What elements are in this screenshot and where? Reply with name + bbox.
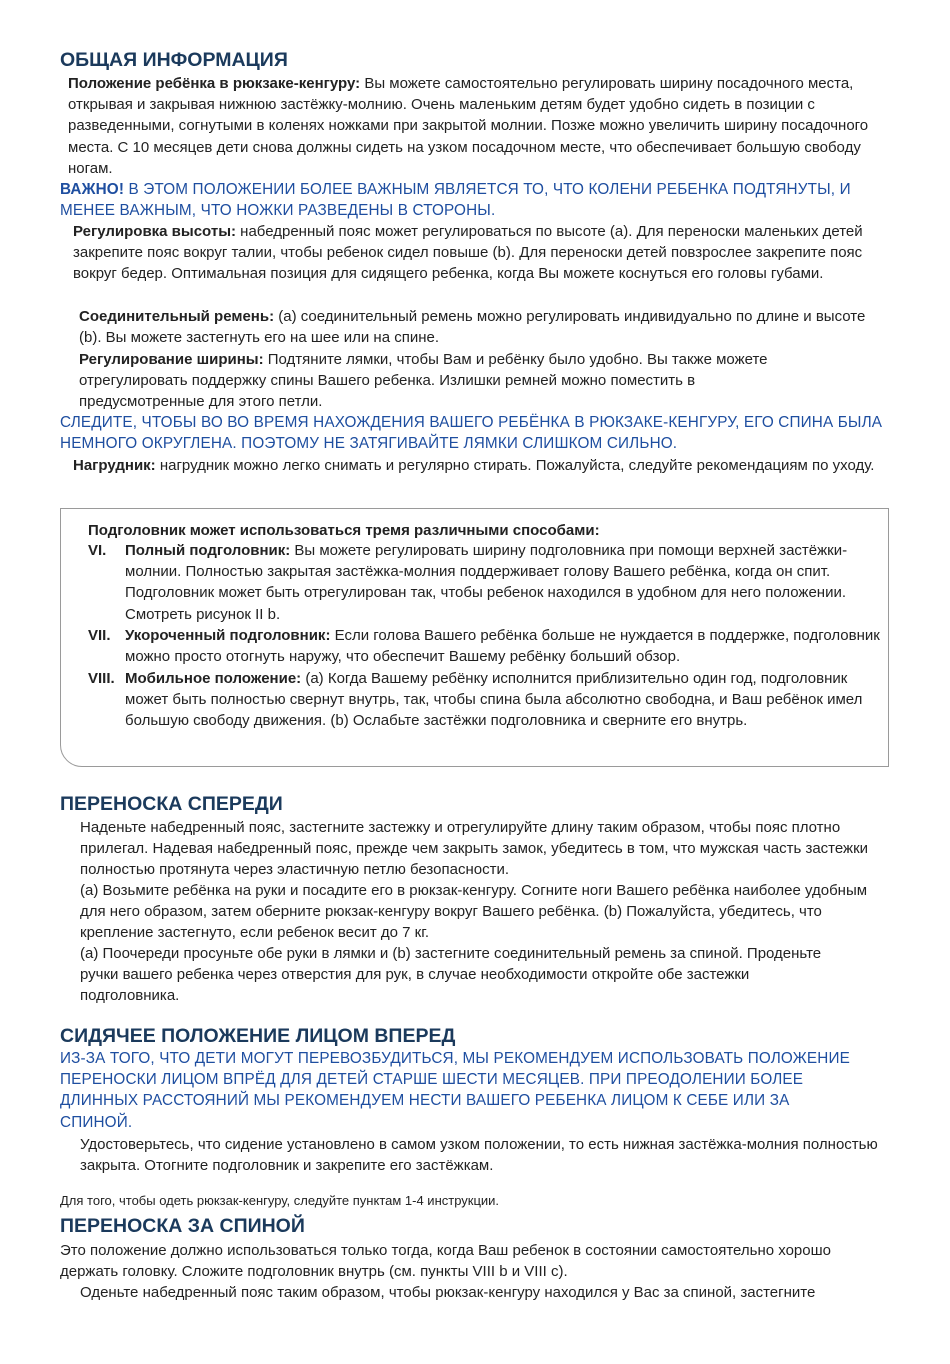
front-paragraph-2: (a) Возьмите ребёнка на руки и посадите его в рюкзак-кенгуру. Согните ноги Вашего ребёнка наиболее удобным для него образом, затем оберните рюкзак-кенгуру вокруг Вашего ребёнка. (b) Пожалуйста, убедитесь, что крепление застегнуто, если ребенок весит до 7 кг.: [80, 882, 868, 942]
important-label: ВАЖНО!: [60, 181, 125, 198]
headrest-item-label: Укороченный подголовник:: [125, 627, 331, 644]
headrest-item-text: Если голова Вашего ребёнка больше не нуждается в поддержке, подголовник можно просто отогнуть наружу, что обеспечит Вашему ребёнку больший обзор.: [125, 627, 880, 666]
bib-text: нагрудник можно легко снимать и регулярно стирать. Пожалуйста, следуйте рекомендациям по уходу.: [155, 457, 875, 474]
headrest-item-label: Мобильное положение:: [125, 670, 302, 687]
height-label: Регулировка высоты:: [73, 223, 236, 240]
watch-warning: СЛЕДИТЕ, ЧТОБЫ ВО ВО ВРЕМЯ НАХОЖДЕНИЯ ВАШЕГО РЕБЁНКА В РЮКЗАКЕ-КЕНГУРУ, ЕГО СПИНА БЫЛА НЕМНОГО ОКРУГЛЕНА. ПОЭТОМУ НЕ ЗАТЯГИВАЙТЕ ЛЯМКИ СЛИШКОМ СИЛЬНО.: [60, 414, 883, 453]
width-text: Подтяните лямки, чтобы Вам и ребёнку было удобно. Вы также можете отрегулировать поддержку спины Вашего ребенка. Излишки ремней можно поместить в предусмотренные для этого петли.: [79, 351, 768, 411]
section-heading-back: ПЕРЕНОСКА ЗА СПИНОЙ: [60, 1215, 305, 1237]
paragraph-position: [68, 73, 883, 179]
headrest-item-short: [125, 625, 885, 667]
section-heading-general: ОБЩАЯ ИНФОРМАЦИЯ: [60, 49, 288, 71]
front-paragraph-3: (a) Поочереди просуньте обе руки в лямки и (b) застегните соединительный ремень за спиной. Проденьте ручки вашего ребенка через отверстия для рук, в случае необходимости откройте обе застежки подголовника.: [80, 945, 822, 1005]
position-text: Вы можете самостоятельно регулировать ширину посадочного места, открывая и закрывая нижнюю застёжку-молнию. Очень маленьким детям будет удобно сидеть в позиции с разведенными, согнутыми в коленях ножками при закрытой молнии. Позже можно увеличить ширину посадочного места. С 10 месяцев дети снова должны сидеть на узком посадочном месте, что обеспечивает большую свободу ногам.: [68, 75, 869, 177]
back-paragraph-2: Оденьте набедренный пояс таким образом, чтобы рюкзак-кенгуру находился у Вас за спиной, застегните: [80, 1284, 816, 1301]
headrest-item-text: Вы можете регулировать ширину подголовника при помощи верхней застёжки-молнии. Полностью закрытая застёжка-молния поддерживает голову Вашего ребёнка, когда он спит. Подголовник может быть отрегулирован так, чтобы ребенок находился в удобном для него положении. Смотреть рисунок II b.: [125, 542, 848, 623]
headrest-item-number: VI.: [88, 542, 107, 559]
paragraph-width: [79, 349, 824, 413]
width-label: Регулирование ширины:: [79, 351, 264, 368]
headrest-title: Подголовник может использоваться тремя различными способами:: [88, 522, 600, 539]
headrest-item-full: [125, 540, 885, 625]
headrest-item-text: (a) Когда Вашему ребёнку исполнится приблизительно один год, подголовник может быть полностью свернут внутрь, так, чтобы спина была абсолютно свободна, и Ваш ребёнок имел большую свободу движения. (b) Ослабьте застёжки подголовника и сверните его внутрь.: [125, 670, 863, 730]
front-paragraph-1: Наденьте набедренный пояс, застегните застежку и отрегулируйте длину таким образом, чтобы пояс плотно прилегал. Надевая набедренный пояс, прежде чем закрыть замок, убедитесь в том, что мужская часть застежки полностью протянута через эластичную петлю безопасности.: [80, 819, 869, 879]
paragraph-height: [73, 221, 888, 285]
headrest-item-number: VIII.: [88, 670, 115, 687]
important-text: В ЭТОМ ПОЛОЖЕНИИ БОЛЕЕ ВАЖНЫМ ЯВЛЯЕТСЯ ТО, ЧТО КОЛЕНИ РЕБЕНКА ПОДТЯНУТЫ, И МЕНЕЕ ВАЖНЫМ, ЧТО НОЖКИ РАЗВЕДЕНЫ В СТОРОНЫ.: [60, 181, 851, 220]
headrest-item-mobile: [125, 668, 885, 732]
paragraph-belt: [79, 306, 889, 348]
facing-paragraph: Удостоверьтесь, что сидение установлено в самом узком положении, то есть нижная застёжка-молния полностью закрыта. Отогните подголовник и закрепите его застёжкам.: [80, 1136, 878, 1175]
important-warning: [60, 179, 910, 221]
headrest-item-number: VII.: [88, 627, 111, 644]
facing-note: Для того, чтобы одеть рюкзак-кенгуру, следуйте пунктам 1-4 инструкции.: [60, 1193, 500, 1208]
back-paragraph-1: Это положение должно использоваться только тогда, когда Ваш ребенок в состоянии самостоятельно хорошо держать головку. Сложите подголовник внутрь (см. пункты VIII b и VIII c).: [60, 1242, 831, 1281]
position-label: Положение ребёнка в рюкзаке-кенгуру:: [68, 75, 361, 92]
belt-label: Соединительный ремень:: [79, 308, 275, 325]
section-heading-facing: СИДЯЧЕЕ ПОЛОЖЕНИЕ ЛИЦОМ ВПЕРЕД: [60, 1025, 456, 1047]
section-heading-front: ПЕРЕНОСКА СПЕРЕДИ: [60, 793, 283, 815]
paragraph-bib: [73, 455, 888, 476]
height-text: набедренный пояс может регулироваться по высоте (a). Для переноски маленьких детей закрепите пояс вокруг талии, чтобы ребенок сидел повыше (b). Для переноски детей повзрослее закрепите пояс вокруг бедер. Оптимальная позиция для сидящего ребенка, когда Вы можете коснуться его головы губами.: [73, 223, 863, 283]
facing-warning: ИЗ-ЗА ТОГО, ЧТО ДЕТИ МОГУТ ПЕРЕВОЗБУДИТЬСЯ, МЫ РЕКОМЕНДУЕМ ИСПОЛЬЗОВАТЬ ПОЛОЖЕНИЕ ПЕРЕНОСКИ ЛИЦОМ ВПРЁД ДЛЯ ДЕТЕЙ СТАРШЕ ШЕСТИ МЕСЯЦЕВ. ПРИ ПРЕОДОЛЕНИИ БОЛЕЕ ДЛИННЫХ РАССТОЯНИЙ МЫ РЕКОМЕНДУЕМ НЕСТИ ВАШЕГО РЕБЕНКА ЛИЦОМ К СЕБЕ ИЛИ ЗА СПИНОЙ.: [60, 1050, 850, 1131]
headrest-item-label: Полный подголовник:: [125, 542, 291, 559]
bib-label: Нагрудник:: [73, 457, 156, 474]
belt-text: (a) соединительный ремень можно регулировать индивидуально по длине и высоте (b). Вы можете застегнуть его на шее или на спине.: [79, 308, 866, 347]
